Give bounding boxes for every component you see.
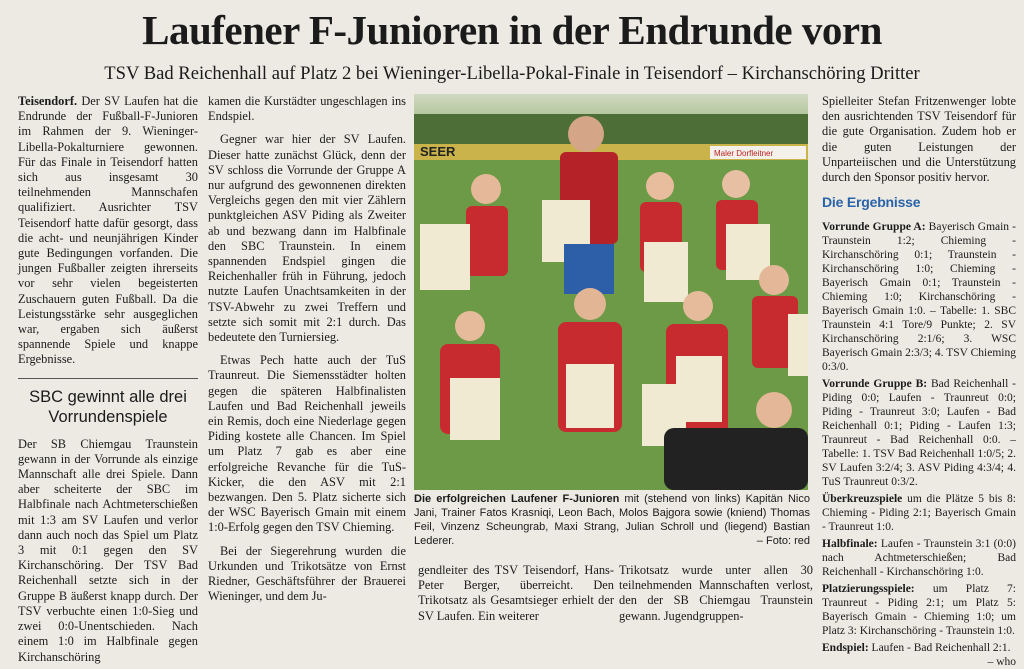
paragraph: Der SB Chiemgau Traunstein gewann in der Vorrunde als einzige Mannschaft alle drei Spiele. Dann aber scheiterte der SBC im Halbfinale nach Achtmeterschießen mit 1:3 am SV Laufen und verlor dann auch noch das Spiel um Platz 3 mit 0:1 gegen den SV Kirchanschöring. Der TSV Bad Reichenhall setzte sich in der Gruppe B äußerst knapp durch. Der TSV verbuchte einen 1:0-Sieg und zwei 0:0-Unentschieden. Nach einem 1:0 im Halbfinale gegen Kirchanschöring <box>18 436 198 664</box>
paragraph: gendleiter des TSV Teisendorf, Hans-Peter Berger, überreicht. Den Trikotsatz als Gesamtsieger erhielt der SV Laufen. Ein weiterer <box>418 563 614 623</box>
paragraph: Etwas Pech hatte auch der TuS Traunreut. Die Siemensstädter holten gegen die späteren Halbfinalisten Laufen und Bad Reichenhall jeweils ein Remis, doch eine Niederlage gegen Piding kostete alle Chancen. Im Spiel um Platz 7 gab es aber eine erfolgreiche Revanche für die TuS-Kicker, die den ASV mit 2:1 bezwangen. Den 5. Platz sicherte sich der WSC Bayerisch Gmain mit einem 1:0-Erfolg gegen den TSV Chieming. <box>208 353 406 535</box>
results-crossover: Überkreuzspiele um die Plätze 5 bis 8: Chieming - Piding 2:1; Bayerisch Gmain - Traunreut 1:0. <box>822 493 1016 534</box>
article-column-2 <box>208 94 406 605</box>
banner-maler: Maler Dorfleitner <box>714 149 774 158</box>
headline: Laufener F-Junioren in der Endrunde vorn <box>142 7 882 53</box>
author-signature: – who <box>987 656 1016 669</box>
paragraph: kamen die Kurstädter ungeschlagen ins Endspiel. <box>208 94 406 124</box>
banner-seer: SEER <box>420 144 456 159</box>
team-photo <box>414 94 808 490</box>
paragraph: Spielleiter Stefan Fritzenwenger lobte den ausrichtenden TSV Teisendorf für die gute Organisation. Zudem hob er die guten Leistungen der Unparteiischen und die Unterstützung durch den Sponsor positiv hervor. <box>822 94 1016 185</box>
team-photo-illustration <box>414 94 808 490</box>
photo-caption <box>414 492 810 548</box>
dateline: Teisendorf. <box>18 94 78 108</box>
paragraph: Der SV Laufen hat die Endrunde der Fußball-F-Junioren im Rahmen der 9. Wieninger-Libella-Pokalturniere gewonnen. Für das Finale in Teisendorf hatten sich aus insgesamt 30 teilnehmenden Mannschafen qualifiziert. Ausrichter TSV Teisendorf hatte dafür gesorgt, dass die acht- und neunjährigen Kinder gute Bedingungen vorfanden. Die jungen Fußballer zeigten ihrerseits vor sehr vielen begeisterten Zuschauern guten Fußball. Da die Leistungsstärke sehr ausgeglichen war, ergaben sich äußerst spannende Spiele und knappe Ergebnisse. <box>18 94 198 367</box>
results-placement: Platzierungsspiele: um Platz 7: Traunreut - Piding 2:1; um Platz 5: Bayerisch Gmain - Chieming 1:0; um Platz 3: Kirchanschöring - Traunstein 1:0. <box>822 583 1016 638</box>
results-final: Endspiel: Laufen - Bad Reichenhall 2:1. – who <box>822 642 1016 669</box>
intertitle: SBC gewinnt alle drei Vorrundenspiele <box>18 378 198 427</box>
paragraph: Gegner war hier der SV Laufen. Dieser hatte zunächst Glück, denn der SV schloss die Vorrunde der Gruppe A nur aufgrund des gewonnenen direkten Vergleichs gegen den mit vier Zählern punktgleichen ASV Piding als Zweiter ab und bezwang dann im Halbfinale den SBC Traunstein. In einem spannenden Endspiel gingen die Reichenhaller früh in Führung, jedoch nutzte Laufen Unachtsamkeiten in der TSV-Abwehr zu zwei Treffern und setzte sich somit mit 2:1 durch. Das bedeutete den Turniersieg. <box>208 132 406 345</box>
article-column-5 <box>822 94 1016 669</box>
photo-credit: – Foto: red <box>756 535 810 547</box>
caption-text: mit (stehend von links) Kapitän Nico Jani, Trainer Fatos Krasniqi, Leon Bach, Molos Bajgora sowie (kniend) Thomas Feil, Vinzenz Scheungrab, Maxi Strang, Julian Schroll und (liegend) Bastian Lederer. <box>414 493 810 547</box>
paragraph: Bei der Siegerehrung wurden die Urkunden und Trikotsätze von Ernst Riedner, Geschäftsführer der Brauerei Wieninger, und dem Ju- <box>208 543 406 604</box>
article-column-1 <box>18 94 198 665</box>
results-group-a: Vorrunde Gruppe A: Bayerisch Gmain - Traunstein 1:2; Chieming - Kirchanschöring 0:1; Traunstein - Kirchanschöring 1:0; Chieming - Bayerisch Gmain 0:1; Traunstein - Chieming 1:0; Kirchanschöring - Bayerisch Gmain 1:0. – Tabelle: 1. SBC Traunstein 4:1 Tore/9 Punkte; 2. SV Kirchanschöring 2:1/6; 3. WSC Bayerisch Gmain 2:3/3; 4. TSV Chieming 0:3/0. <box>822 221 1016 374</box>
results-group-b: Vorrunde Gruppe B: Bad Reichenhall - Piding 0:0; Laufen - Traunreut 0:0; Piding - Traunreut 3:0; Laufen - Bad Reichenhall 0:1; Piding - Laufen 1:3; Traunreut - Bad Reichenhall 0:0. – Tabelle: 1. TSV Bad Reichenhall 1:0/5; 2. SV Laufen 3:2/4; 3. ASV Piding 4:3/4; 4. TuS Traunreut 0:3/2. <box>822 378 1016 489</box>
subheadline: TSV Bad Reichenhall auf Platz 2 bei Wieninger-Libella-Pokal-Finale in Teisendorf – Kirchanschöring Dritter <box>104 63 920 84</box>
results-heading: Die Ergebnisse <box>822 194 921 211</box>
paragraph: Trikotsatz wurde unter allen 30 teilnehmenden Mannschaften verlost, den der SB Chiemgau Traunstein gewann. Jugendgruppen- <box>619 563 813 623</box>
article-column-4 <box>619 563 813 624</box>
article-column-3 <box>418 563 614 624</box>
results-semifinal: Halbfinale: Laufen - Traunstein 3:1 (0:0) nach Achtmeterschießen; Bad Reichenhall - Kirchanschöring 1:0. <box>822 538 1016 579</box>
caption-title: Die erfolgreichen Laufener F-Junioren <box>414 493 620 505</box>
